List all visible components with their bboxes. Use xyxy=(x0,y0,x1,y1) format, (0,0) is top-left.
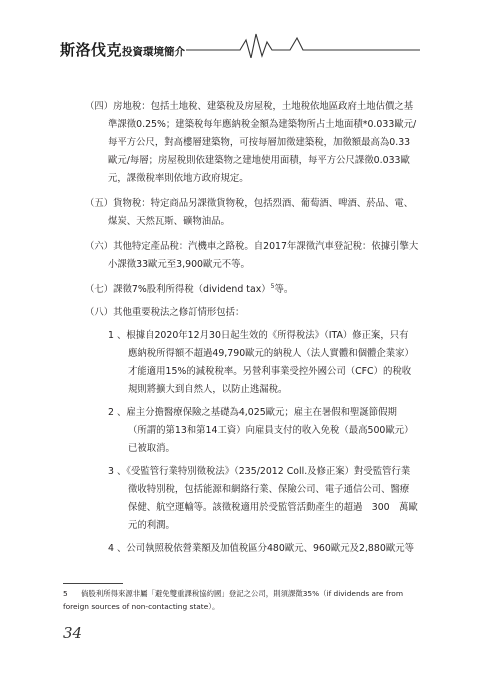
text-line: 小課徵33歐元至3,900歐元不等。 xyxy=(108,259,250,270)
text-line: 規則將擴大到自然人，以防止逃漏稅。 xyxy=(128,384,288,395)
text-line: 準課徵0.25%；建築稅每年應納稅金額為建築物所占土地面積*0.033歐元/ xyxy=(108,119,417,130)
text-line: 1 、根據自2020年12月30日起生效的《所得稅法》（ITA）修正案，只有 xyxy=(108,330,409,341)
text-line: 徵收特別稅，包括能源和網絡行業、保險公司、電子通信公司、醫療 xyxy=(128,484,410,495)
text-line: 應納稅所得額不超過49,790歐元的納稅人（法人實體和個體企業家） xyxy=(128,348,414,359)
text-line: 元，課徵稅率則依地方政府規定。 xyxy=(108,173,249,184)
text-line: 歐元/每層；房屋稅則依建築物之建地使用面積，每平方公尺課徵0.033歐 xyxy=(108,155,410,166)
text-line: （五）貨物稅：特定商品另課徵貨物稅，包括烈酒、葡萄酒、啤酒、菸品、電、 xyxy=(85,198,414,209)
text-line: 2 、雇主分擔醫療保險之基礎為4,025歐元；雇主在暑假和聖誕節假期 xyxy=(108,407,397,418)
page-number: 34 xyxy=(63,624,83,642)
text-line: （所謂的第13和第14工資）向雇員支付的收入免稅（最高500歐元） xyxy=(128,425,414,436)
text-line: 元的利潤。 xyxy=(128,520,175,531)
text-line: 煤炭、天然瓦斯、礦物油品。 xyxy=(108,216,230,227)
footnote-line-2: foreign sources of non-contacting state）。 xyxy=(63,602,220,611)
text-line: （四）房地稅：包括土地稅、建築稅及房屋稅，土地稅依地區政府土地估價之基 xyxy=(85,101,414,112)
text-line: （六）其他特定產品稅：汽機車之路稅。自2017年課徵汽車登記稅：依據引擎大 xyxy=(85,241,419,252)
footnote-ref: 5 xyxy=(270,282,275,290)
header-title-sub: 投資環境簡介 xyxy=(122,46,186,58)
text-line: 4 、公司執照稅依營業額及加值稅區分480歐元、960歐元及2,880歐元等 xyxy=(108,543,414,554)
text-line: （八）其他重要稅法之修訂情形包括： xyxy=(85,307,245,318)
item-7-text: （七）課徵7%股利所得稅（dividend tax） xyxy=(85,284,271,295)
text-line: 保健、航空運輸等。該徵稅適用於受監管活動產生的超過 300 萬歐 xyxy=(128,502,418,513)
text-line: 3 、《受監管行業特別徵稅法》（235/2012 Coll.及修正案）對受監管行業 xyxy=(108,466,411,477)
text-line: 每平方公尺，對高樓層建築物，可按每層加徵建築稅，加徵額最高為0.33 xyxy=(108,137,411,148)
footnote-number: 5 xyxy=(63,589,68,598)
text-line: 才能適用15%的減稅稅率。另營利事業受控外國公司（CFC）的稅收 xyxy=(128,366,412,377)
footnote-line-1: 倘股利所得來源非屬「避免雙重課稅協約國」登記之公司，則須課徵35%（if dividends are from xyxy=(81,589,404,598)
item-7-tail: 等。 xyxy=(274,284,294,295)
text-line: 已被取消。 xyxy=(128,443,175,454)
footnote-divider xyxy=(63,583,123,584)
heartbeat-line-icon xyxy=(0,28,480,58)
header-title-main: 斯洛伐克 xyxy=(60,41,123,59)
page-header xyxy=(0,0,480,70)
text-line-item-7 xyxy=(85,283,293,297)
